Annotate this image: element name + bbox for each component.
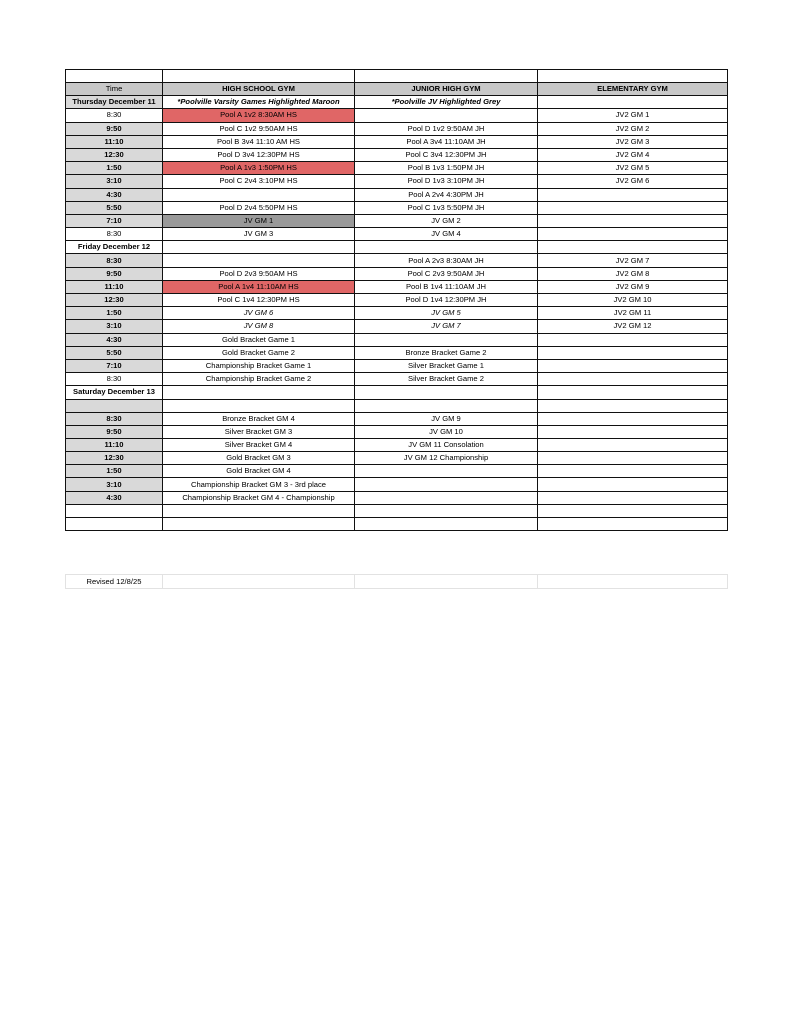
hs-game-cell: Pool A 1v4 11:10AM HS xyxy=(163,280,355,293)
hs-game-cell: Pool A 1v2 8:30AM HS xyxy=(163,109,355,122)
time-cell: 4:30 xyxy=(66,491,163,504)
table-row xyxy=(66,438,728,451)
time-header: Time xyxy=(66,83,163,96)
hs-game-cell: Gold Bracket Game 2 xyxy=(163,346,355,359)
elem-game-cell: JV2 GM 8 xyxy=(538,267,728,280)
elem-gym-header: ELEMENTARY GYM xyxy=(538,83,728,96)
jh-game-cell: Pool C 1v3 5:50PM JH xyxy=(355,201,538,214)
hs-game-cell: Gold Bracket Game 1 xyxy=(163,333,355,346)
elem-game-cell: JV2 GM 3 xyxy=(538,135,728,148)
blank-row xyxy=(66,504,728,517)
time-cell: 11:10 xyxy=(66,135,163,148)
time-cell: 3:10 xyxy=(66,478,163,491)
jh-game-cell xyxy=(355,491,538,504)
hs-game-cell: Pool C 1v4 12:30PM HS xyxy=(163,294,355,307)
table-row xyxy=(66,267,728,280)
time-cell: 12:30 xyxy=(66,452,163,465)
jh-game-cell: Silver Bracket Game 1 xyxy=(355,359,538,372)
table-row xyxy=(66,122,728,135)
table-row xyxy=(66,109,728,122)
time-cell: 9:50 xyxy=(66,425,163,438)
jh-game-cell: Pool D 1v2 9:50AM JH xyxy=(355,122,538,135)
hs-game-cell: JV GM 8 xyxy=(163,320,355,333)
jh-game-cell: Pool A 3v4 11:10AM JH xyxy=(355,135,538,148)
elem-game-cell xyxy=(538,373,728,386)
header-row xyxy=(66,83,728,96)
elem-game-cell xyxy=(538,412,728,425)
time-cell: 3:10 xyxy=(66,320,163,333)
hs-game-cell: Championship Bracket GM 3 - 3rd place xyxy=(163,478,355,491)
time-cell: 8:30 xyxy=(66,373,163,386)
elem-game-cell: JV2 GM 2 xyxy=(538,122,728,135)
jh-game-cell xyxy=(355,478,538,491)
time-cell: 8:30 xyxy=(66,412,163,425)
hs-game-cell: Pool D 2v3 9:50AM HS xyxy=(163,267,355,280)
hs-game-cell xyxy=(163,188,355,201)
day-row-thursday xyxy=(66,96,728,109)
table-row xyxy=(66,148,728,161)
time-cell: 11:10 xyxy=(66,280,163,293)
table-row xyxy=(66,425,728,438)
time-cell: 4:30 xyxy=(66,333,163,346)
hs-game-cell: Pool B 3v4 11:10 AM HS xyxy=(163,135,355,148)
blank-row xyxy=(66,399,728,412)
elem-game-cell xyxy=(538,188,728,201)
table-row xyxy=(66,214,728,227)
day-label: Thursday December 11 xyxy=(66,96,163,109)
jh-game-cell: Pool B 1v3 1:50PM JH xyxy=(355,162,538,175)
jh-game-cell xyxy=(355,109,538,122)
table-row xyxy=(66,201,728,214)
hs-game-cell: Bronze Bracket GM 4 xyxy=(163,412,355,425)
jh-game-cell: JV GM 4 xyxy=(355,228,538,241)
time-cell: 4:30 xyxy=(66,188,163,201)
table-row xyxy=(66,228,728,241)
jh-game-cell: JV GM 7 xyxy=(355,320,538,333)
table-row xyxy=(66,478,728,491)
elem-game-cell: JV2 GM 4 xyxy=(538,148,728,161)
hs-game-cell: Pool D 2v4 5:50PM HS xyxy=(163,201,355,214)
elem-game-cell: JV2 GM 6 xyxy=(538,175,728,188)
elem-game-cell: JV2 GM 9 xyxy=(538,280,728,293)
jh-game-cell xyxy=(355,333,538,346)
table-row xyxy=(66,452,728,465)
table-row xyxy=(66,254,728,267)
jh-game-cell: Pool A 2v4 4:30PM JH xyxy=(355,188,538,201)
time-cell: 9:50 xyxy=(66,267,163,280)
time-cell: 3:10 xyxy=(66,175,163,188)
hs-game-cell: JV GM 1 xyxy=(163,214,355,227)
jh-game-cell: Pool B 1v4 11:10AM JH xyxy=(355,280,538,293)
varsity-note: *Poolville Varsity Games Highlighted Maroon xyxy=(163,96,355,109)
day-row-friday xyxy=(66,241,728,254)
table-row xyxy=(66,359,728,372)
hs-game-cell: Pool C 2v4 3:10PM HS xyxy=(163,175,355,188)
hs-game-cell: Championship Bracket GM 4 - Championship xyxy=(163,491,355,504)
elem-game-cell xyxy=(538,359,728,372)
elem-game-cell xyxy=(538,478,728,491)
table-row xyxy=(66,307,728,320)
time-cell: 8:30 xyxy=(66,109,163,122)
table-row xyxy=(66,294,728,307)
time-cell: 1:50 xyxy=(66,465,163,478)
day-row-saturday xyxy=(66,386,728,399)
table-row xyxy=(66,412,728,425)
jh-game-cell: Silver Bracket Game 2 xyxy=(355,373,538,386)
elem-game-cell: JV2 GM 5 xyxy=(538,162,728,175)
elem-game-cell xyxy=(538,425,728,438)
jh-game-cell: Pool D 1v3 3:10PM JH xyxy=(355,175,538,188)
elem-game-cell: JV2 GM 7 xyxy=(538,254,728,267)
elem-game-cell: JV2 GM 1 xyxy=(538,109,728,122)
time-cell: 12:30 xyxy=(66,148,163,161)
table-row xyxy=(66,346,728,359)
table-row xyxy=(66,135,728,148)
table-row xyxy=(66,188,728,201)
hs-game-cell: Pool A 1v3 1:50PM HS xyxy=(163,162,355,175)
time-cell: 11:10 xyxy=(66,438,163,451)
elem-game-cell xyxy=(538,438,728,451)
hs-game-cell: Pool D 3v4 12:30PM HS xyxy=(163,148,355,161)
blank-row xyxy=(66,517,728,530)
time-cell: 7:10 xyxy=(66,214,163,227)
time-cell: 12:30 xyxy=(66,294,163,307)
jh-game-cell: Pool D 1v4 12:30PM JH xyxy=(355,294,538,307)
revised-date: Revised 12/8/25 xyxy=(66,575,163,589)
elem-game-cell xyxy=(538,452,728,465)
day-label: Saturday December 13 xyxy=(66,386,163,399)
hs-game-cell: Championship Bracket Game 2 xyxy=(163,373,355,386)
elem-game-cell xyxy=(538,214,728,227)
hs-gym-header: HIGH SCHOOL GYM xyxy=(163,83,355,96)
table-row xyxy=(66,162,728,175)
elem-game-cell: JV2 GM 11 xyxy=(538,307,728,320)
table-row xyxy=(66,280,728,293)
jh-game-cell: JV GM 10 xyxy=(355,425,538,438)
jv-note: *Poolville JV Highlighted Grey xyxy=(355,96,538,109)
time-cell: 8:30 xyxy=(66,228,163,241)
jh-game-cell: JV GM 12 Championship xyxy=(355,452,538,465)
time-cell: 7:10 xyxy=(66,359,163,372)
elem-game-cell xyxy=(538,491,728,504)
hs-game-cell: Gold Bracket GM 3 xyxy=(163,452,355,465)
jh-game-cell: JV GM 9 xyxy=(355,412,538,425)
hs-game-cell: Championship Bracket Game 1 xyxy=(163,359,355,372)
table-row xyxy=(66,320,728,333)
table-row xyxy=(66,333,728,346)
table-row xyxy=(66,491,728,504)
elem-game-cell xyxy=(538,346,728,359)
elem-game-cell xyxy=(538,465,728,478)
hs-game-cell: Silver Bracket GM 4 xyxy=(163,438,355,451)
jh-game-cell: Pool C 3v4 12:30PM JH xyxy=(355,148,538,161)
elem-game-cell: JV2 GM 12 xyxy=(538,320,728,333)
elem-game-cell xyxy=(538,201,728,214)
schedule-table xyxy=(65,69,728,531)
jh-gym-header: JUNIOR HIGH GYM xyxy=(355,83,538,96)
hs-game-cell: JV GM 3 xyxy=(163,228,355,241)
hs-game-cell: JV GM 6 xyxy=(163,307,355,320)
revision-table xyxy=(65,574,728,589)
hs-game-cell xyxy=(163,254,355,267)
time-cell: 5:50 xyxy=(66,346,163,359)
jh-game-cell xyxy=(355,465,538,478)
time-cell: 9:50 xyxy=(66,122,163,135)
time-cell: 5:50 xyxy=(66,201,163,214)
day-label: Friday December 12 xyxy=(66,241,163,254)
time-cell: 1:50 xyxy=(66,307,163,320)
jh-game-cell: JV GM 2 xyxy=(355,214,538,227)
time-cell: 8:30 xyxy=(66,254,163,267)
table-row xyxy=(66,175,728,188)
jh-game-cell: Bronze Bracket Game 2 xyxy=(355,346,538,359)
table-row xyxy=(66,373,728,386)
hs-game-cell: Gold Bracket GM 4 xyxy=(163,465,355,478)
table-row xyxy=(66,465,728,478)
jh-game-cell: Pool C 2v3 9:50AM JH xyxy=(355,267,538,280)
jh-game-cell: JV GM 11 Consolation xyxy=(355,438,538,451)
hs-game-cell: Pool C 1v2 9:50AM HS xyxy=(163,122,355,135)
time-cell: 1:50 xyxy=(66,162,163,175)
jh-game-cell: JV GM 5 xyxy=(355,307,538,320)
jh-game-cell: Pool A 2v3 8:30AM JH xyxy=(355,254,538,267)
top-blank-row xyxy=(66,70,728,83)
revision-row xyxy=(66,575,728,589)
elem-game-cell xyxy=(538,333,728,346)
elem-game-cell: JV2 GM 10 xyxy=(538,294,728,307)
hs-game-cell: Silver Bracket GM 3 xyxy=(163,425,355,438)
elem-game-cell xyxy=(538,228,728,241)
